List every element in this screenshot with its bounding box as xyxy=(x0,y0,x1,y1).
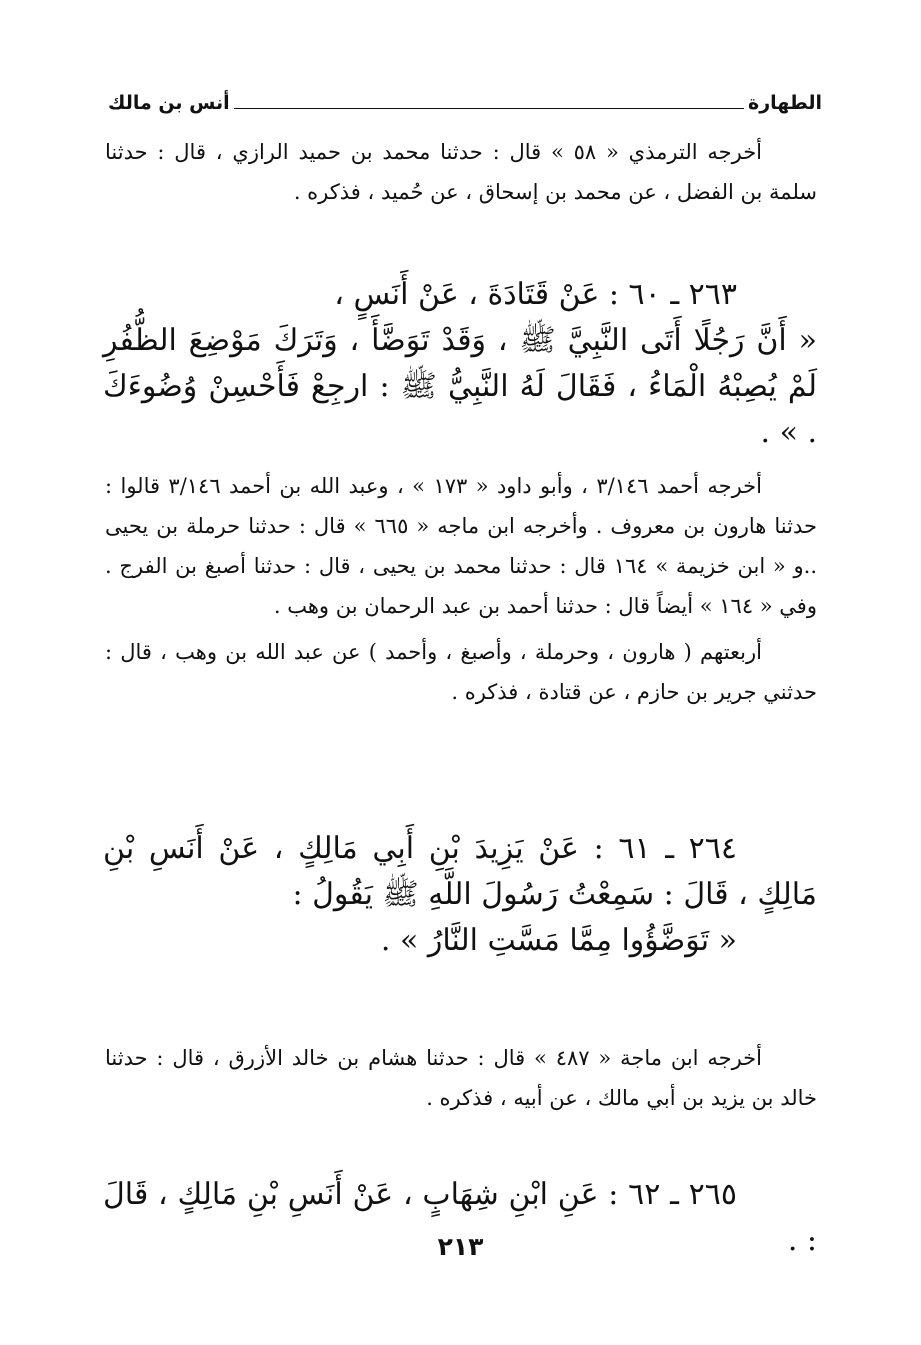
header-section-title: أنس بن مالك xyxy=(108,92,230,114)
commentary-block xyxy=(105,132,817,212)
hadith-block xyxy=(103,826,817,964)
header-rule xyxy=(234,108,744,109)
hadith-matn: « تَوَضَّؤُوا مِمَّا مَسَّتِ النَّارُ » . xyxy=(380,923,737,958)
commentary-paragraph: أخرجه ابن ماجة « ٤٨٧ » قال : حدثنا هشام بن خالد الأزرق ، قال : حدثنا خالد بن يزيد بن أبي مالك ، عن أبيه ، فذكره . xyxy=(105,1046,817,1110)
commentary-block xyxy=(105,1038,817,1118)
commentary-paragraph: أخرجه أحمد ٣/١٤٦ ، وأبو داود « ١٧٣ » ، وعبد الله بن أحمد ٣/١٤٦ قالوا : حدثنا هارون بن معروف . وأخرجه ابن ماجه « ٦٦٥ » قال : حدثنا حرملة بن يحيى ..و « ابن خزيمة » ١٦٤ قال : حدثنا محمد بن يحيى ، قال : حدثنا أصبغ بن الفرج . وفي « ١٦٤ » أيضاً قال : حدثنا أحمد بن عبد الرحمان بن وهب . xyxy=(105,474,817,618)
page-number: ٢١٣ xyxy=(437,1232,484,1261)
hadith-isnad-line: ٢٦٤ ـ ٦١ : عَنْ يَزِيدَ بْنِ أَبِي مَالِكٍ ، عَنْ أَنَسِ بْنِ مَالِكٍ ، قَالَ : سَمِعْتُ رَسُولَ اللَّهِ ﷺ يَقُولُ : xyxy=(103,831,817,912)
hadith-isnad-line: ٢٦٣ ـ ٦٠ : عَنْ قَتَادَةَ ، عَنْ أَنَسٍ ، xyxy=(334,277,737,312)
commentary-paragraph: أخرجه الترمذي « ٥٨ » قال : حدثنا محمد بن حميد الرازي ، قال : حدثنا سلمة بن الفضل ، عن محمد بن إسحاق ، عن حُميد ، فذكره . xyxy=(105,140,817,204)
commentary-paragraph: أربعتهم ( هارون ، وحرملة ، وأصبغ ، وأحمد ) عن عبد الله بن وهب ، قال : حدثني جرير بن حازم ، عن قتادة ، فذكره . xyxy=(105,640,817,704)
commentary-block xyxy=(105,466,817,712)
hadith-isnad-line: ٢٦٥ ـ ٦٢ : عَنِ ابْنِ شِهَابٍ ، عَنْ أَنَسِ بْنِ مَالِكٍ ، قَالَ : . xyxy=(103,1177,817,1258)
hadith-matn: « أَنَّ رَجُلًا أَتَى النَّبِيَّ ﷺ ، وَقَدْ تَوَضَّأَ ، وَتَرَكَ مَوْضِعَ الظُّفُرِ لَمْ يُصِبْهُ الْمَاءُ ، فَقَالَ لَهُ النَّبِيُّ ﷺ : ارجِعْ فَأَحْسِنْ وُضُوءَكَ . » . xyxy=(103,323,817,450)
running-header xyxy=(108,84,822,114)
header-chapter-title: الطهارة xyxy=(748,92,822,114)
hadith-block xyxy=(103,272,817,456)
